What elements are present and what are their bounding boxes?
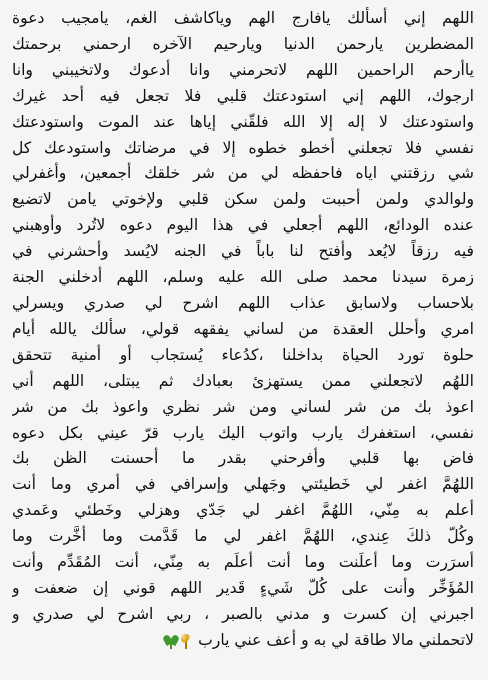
- sprout-icon: [164, 633, 178, 649]
- text-line: اللهُمَّ اغفر لي خَطيئتي وجَهلي وإسرافي في أمري وما أنت: [12, 475, 474, 494]
- text-line-last: [12, 628, 474, 654]
- text-line: المُؤَخِّر وأنت على كُلّ شَيءٍ قَدير اللهم قوني إن ضعفت و: [12, 578, 474, 597]
- text-line: زمرة سيدنا محمد صلى الله عليه وسلم، اللهم أدخلني الجنة: [12, 268, 474, 287]
- text-line: أعلم به مِنّي، اللهُمَّ اغفر لي جَدّي وهزلي وخَطئي وعَمدي: [12, 501, 474, 520]
- text-line: المضطرين يارحمن الدنيا ويارحيم الآخره ارحمني برحمتك: [12, 34, 474, 53]
- text-line: واستودعتك لا إله إلا الله فلقّني إياها عند الموت واستودعتك: [12, 112, 474, 131]
- text-line: امري وأحلل العقدة من لساني يفقهه قولي، سألك يالله أيام: [12, 319, 474, 338]
- text-line: ياأرحم الراحمين اللهم لاتحرمني وانا أدعوك ولاتخيبني وانا: [12, 60, 474, 79]
- text-line: نفسي فلا تجعلني أخطو خطوه إلا في مرضاتك واستودعك كل: [12, 138, 474, 157]
- text-line: اللهم إني أسألك يافارج الهم وياكاشف الغم، يامجيب دعوة: [12, 9, 474, 27]
- last-line-text: لاتحملني مالا طاقة لي به و أعف عني يارب: [198, 630, 474, 649]
- text-line: شي رزقتني اياه فاحفظه لي من شر خلقك أجمعين، وأغفرلي: [12, 164, 474, 183]
- text-line: حلوة تورد الحياة بداخلنا ،كدُعاء يُستجاب أو أمنية تتحقق: [12, 345, 474, 364]
- text-line: فيه رزقاً لايُعد وأفتح لنا باباً في الجنه لايُسد وأحشرني في: [12, 242, 474, 261]
- text-line: اجبرني إن كسرت و مدني بالصبر ، ربي اشرح لي صدري و: [12, 604, 474, 623]
- text-line: أسرَرت وما أعلَنت وما أنت أعلَم به مِنّي، أنت المُقَدِّم وأنت: [12, 553, 474, 572]
- text-line: فاض بها قلبي وأفرحني بقدر ما أحسنت الظن بك: [12, 449, 474, 468]
- text-line: بلاحساب ولاسابق عذاب اللهم اشرح لي صدري ويسرلي: [12, 293, 474, 312]
- text-line: وكُلّ ذلكَ عِندي، اللهُمَّ اغفر لي ما قَدَّمت وما أخَّرت وما: [12, 527, 474, 546]
- text-line: اعوذ بك من شر لساني ومن شر نظري واعوذ بك من شر: [12, 397, 474, 416]
- text-line: عنده الودائع، اللهم أجعلي في هذا اليوم دعوه لاتُرد وأوهبني: [12, 216, 474, 235]
- wheat-icon: [180, 633, 192, 649]
- text-line: اللهُم لاتجعلني ممن يستهزئ بعبادك ثم يبتلى، اللهم أني: [12, 371, 474, 390]
- text-line: ارجوك، اللهم إني استودعتك قلبي فلا تجعل فيه أحد غيرك: [12, 86, 474, 105]
- emoji-group: [164, 633, 192, 649]
- text-line: ولوالدي ولمن أحببت ولمن سكن قلبي ولإخوتي يامن لاتضيع: [12, 190, 474, 209]
- text-line: نفسي، استغفرك يارب واتوب اليك يارب قرّ عيني بكل دعوه: [12, 423, 474, 442]
